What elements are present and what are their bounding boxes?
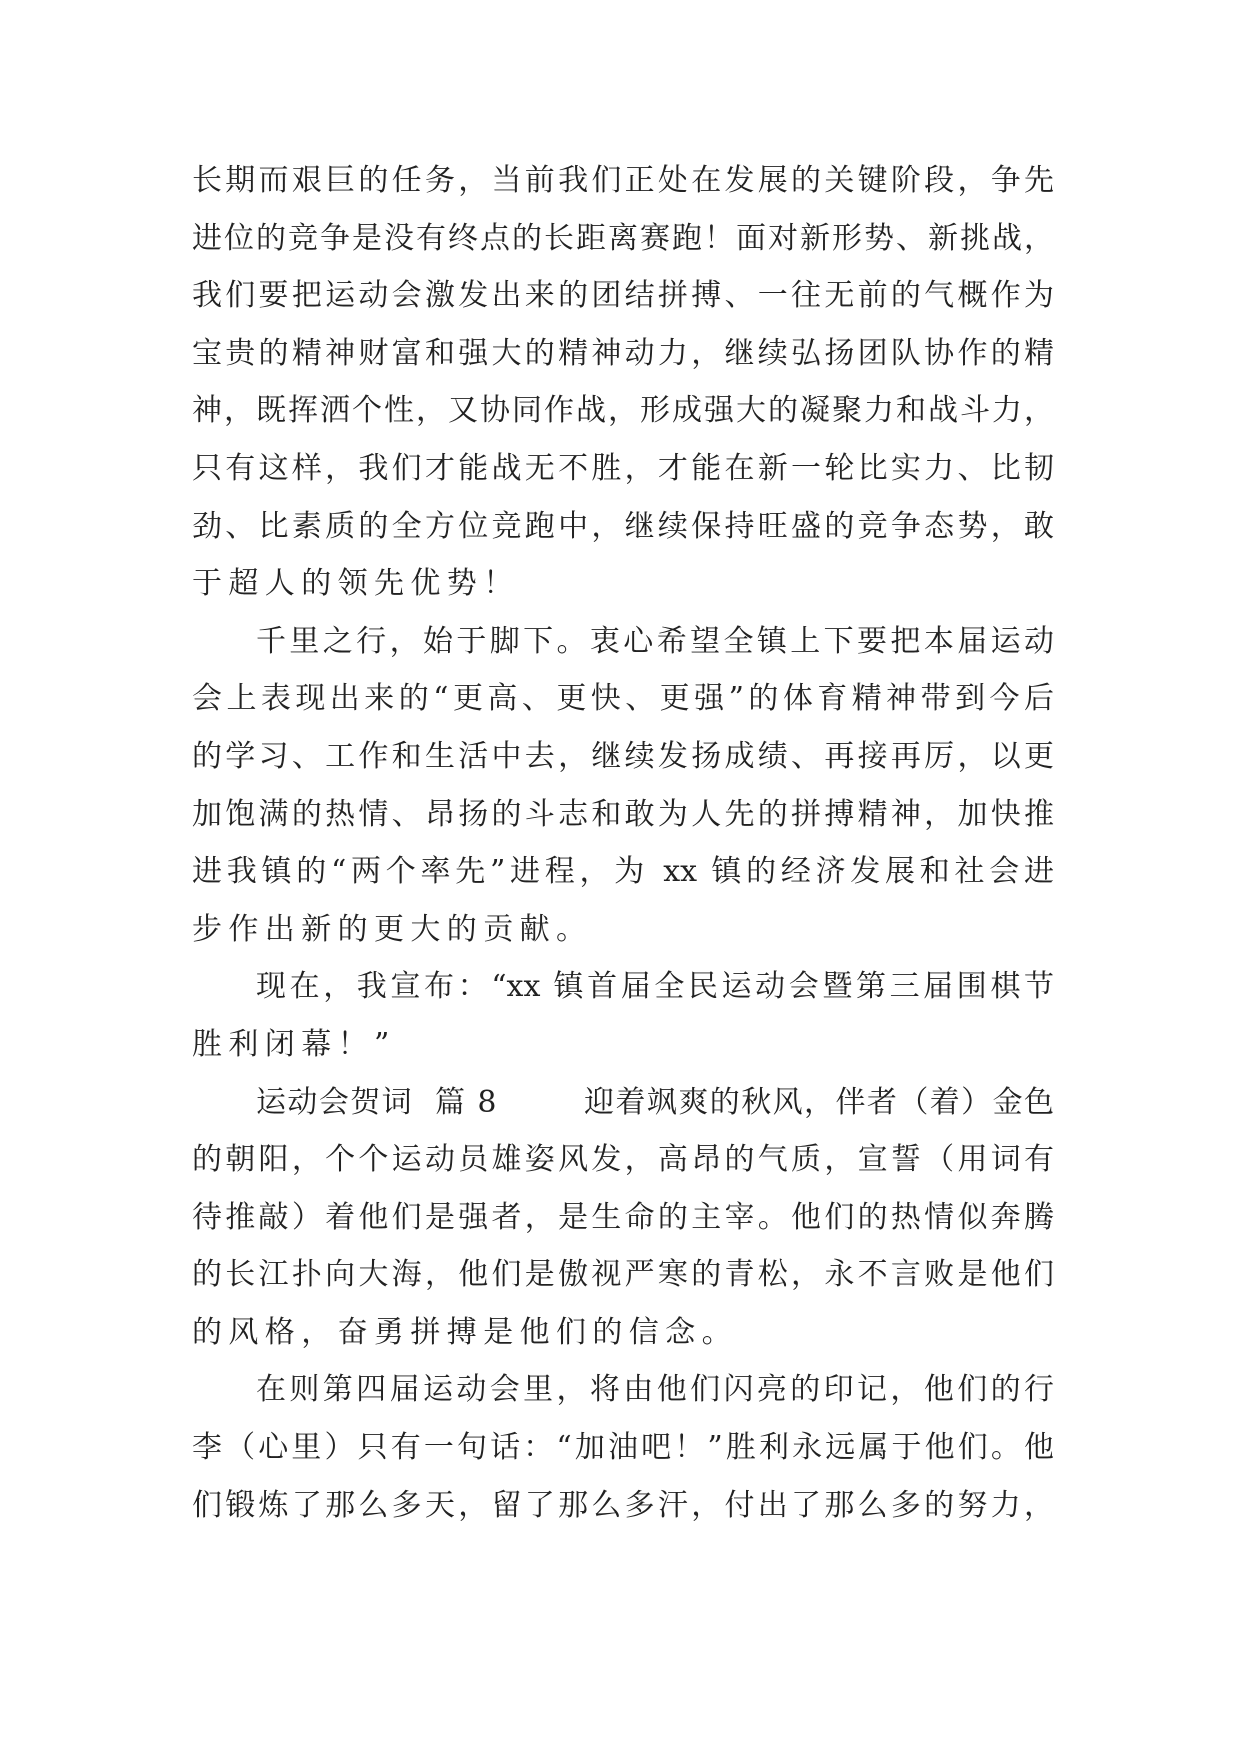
text-line: 劲、比素质的全方位竞跑中，继续保持旺盛的竞争态势，敢	[192, 508, 1054, 544]
document-body	[192, 152, 1054, 1534]
text-line: 胜利闭幕！”	[192, 1026, 396, 1062]
text-line: 神，既挥洒个性，又协同作战，形成强大的凝聚力和战斗力，	[192, 393, 1054, 429]
text-line: 步作出新的更大的贡献。	[192, 911, 593, 947]
text-line: 的学习、工作和生活中去，继续发扬成绩、再接再厉，以更	[192, 738, 1054, 774]
text-line: 长期而艰巨的任务，当前我们正处在发展的关键阶段，争先	[192, 163, 1054, 198]
paragraph-first-line: 在则第四届运动会里，将由他们闪亮的印记，他们的行	[256, 1372, 1054, 1408]
text-line: 会上表现出来的“更高、更快、更强”的体育精神带到今后	[192, 681, 1054, 717]
text-line: 加饱满的热情、昂扬的斗志和敢为人先的拼搏精神，加快推	[192, 796, 1054, 832]
text-line: 只有这样，我们才能战无不胜，才能在新一轮比实力、比韧	[192, 450, 1054, 486]
text-line: 进我镇的“两个率先”进程，为 xx 镇的经济发展和社会进	[192, 854, 1054, 890]
text-line: 的长江扑向大海，他们是傲视严寒的青松，永不言败是他们	[192, 1257, 1054, 1293]
text-line: 于超人的领先优势！	[192, 566, 520, 602]
text-line: 我们要把运动会激发出来的团结拼搏、一往无前的气概作为	[192, 278, 1054, 314]
paragraph-first-line: 千里之行，始于脚下。衷心希望全镇上下要把本届运动	[256, 623, 1054, 659]
text-line: 的风格，奋勇拼搏是他们的信念。	[192, 1314, 738, 1350]
text-line: 李（心里）只有一句话：“加油吧！”胜利永远属于他们。他	[192, 1430, 1054, 1466]
section-heading-line: 运动会贺词 篇 8 迎着飒爽的秋风，伴者（着）金色	[256, 1084, 1054, 1120]
text-line: 进位的竞争是没有终点的长距离赛跑！面对新形势、新挑战，	[192, 220, 1054, 256]
text-line: 宝贵的精神财富和强大的精神动力，继续弘扬团队协作的精	[192, 335, 1054, 371]
text-line: 们锻炼了那么多天，留了那么多汗，付出了那么多的努力，	[192, 1487, 1054, 1523]
text-line: 待推敲）着他们是强者，是生命的主宰。他们的热情似奔腾	[192, 1199, 1054, 1235]
text-line: 的朝阳，个个运动员雄姿风发，高昂的气质，宣誓（用词有	[192, 1142, 1054, 1178]
paragraph-first-line: 现在，我宣布：“xx 镇首届全民运动会暨第三届围棋节	[256, 969, 1054, 1005]
